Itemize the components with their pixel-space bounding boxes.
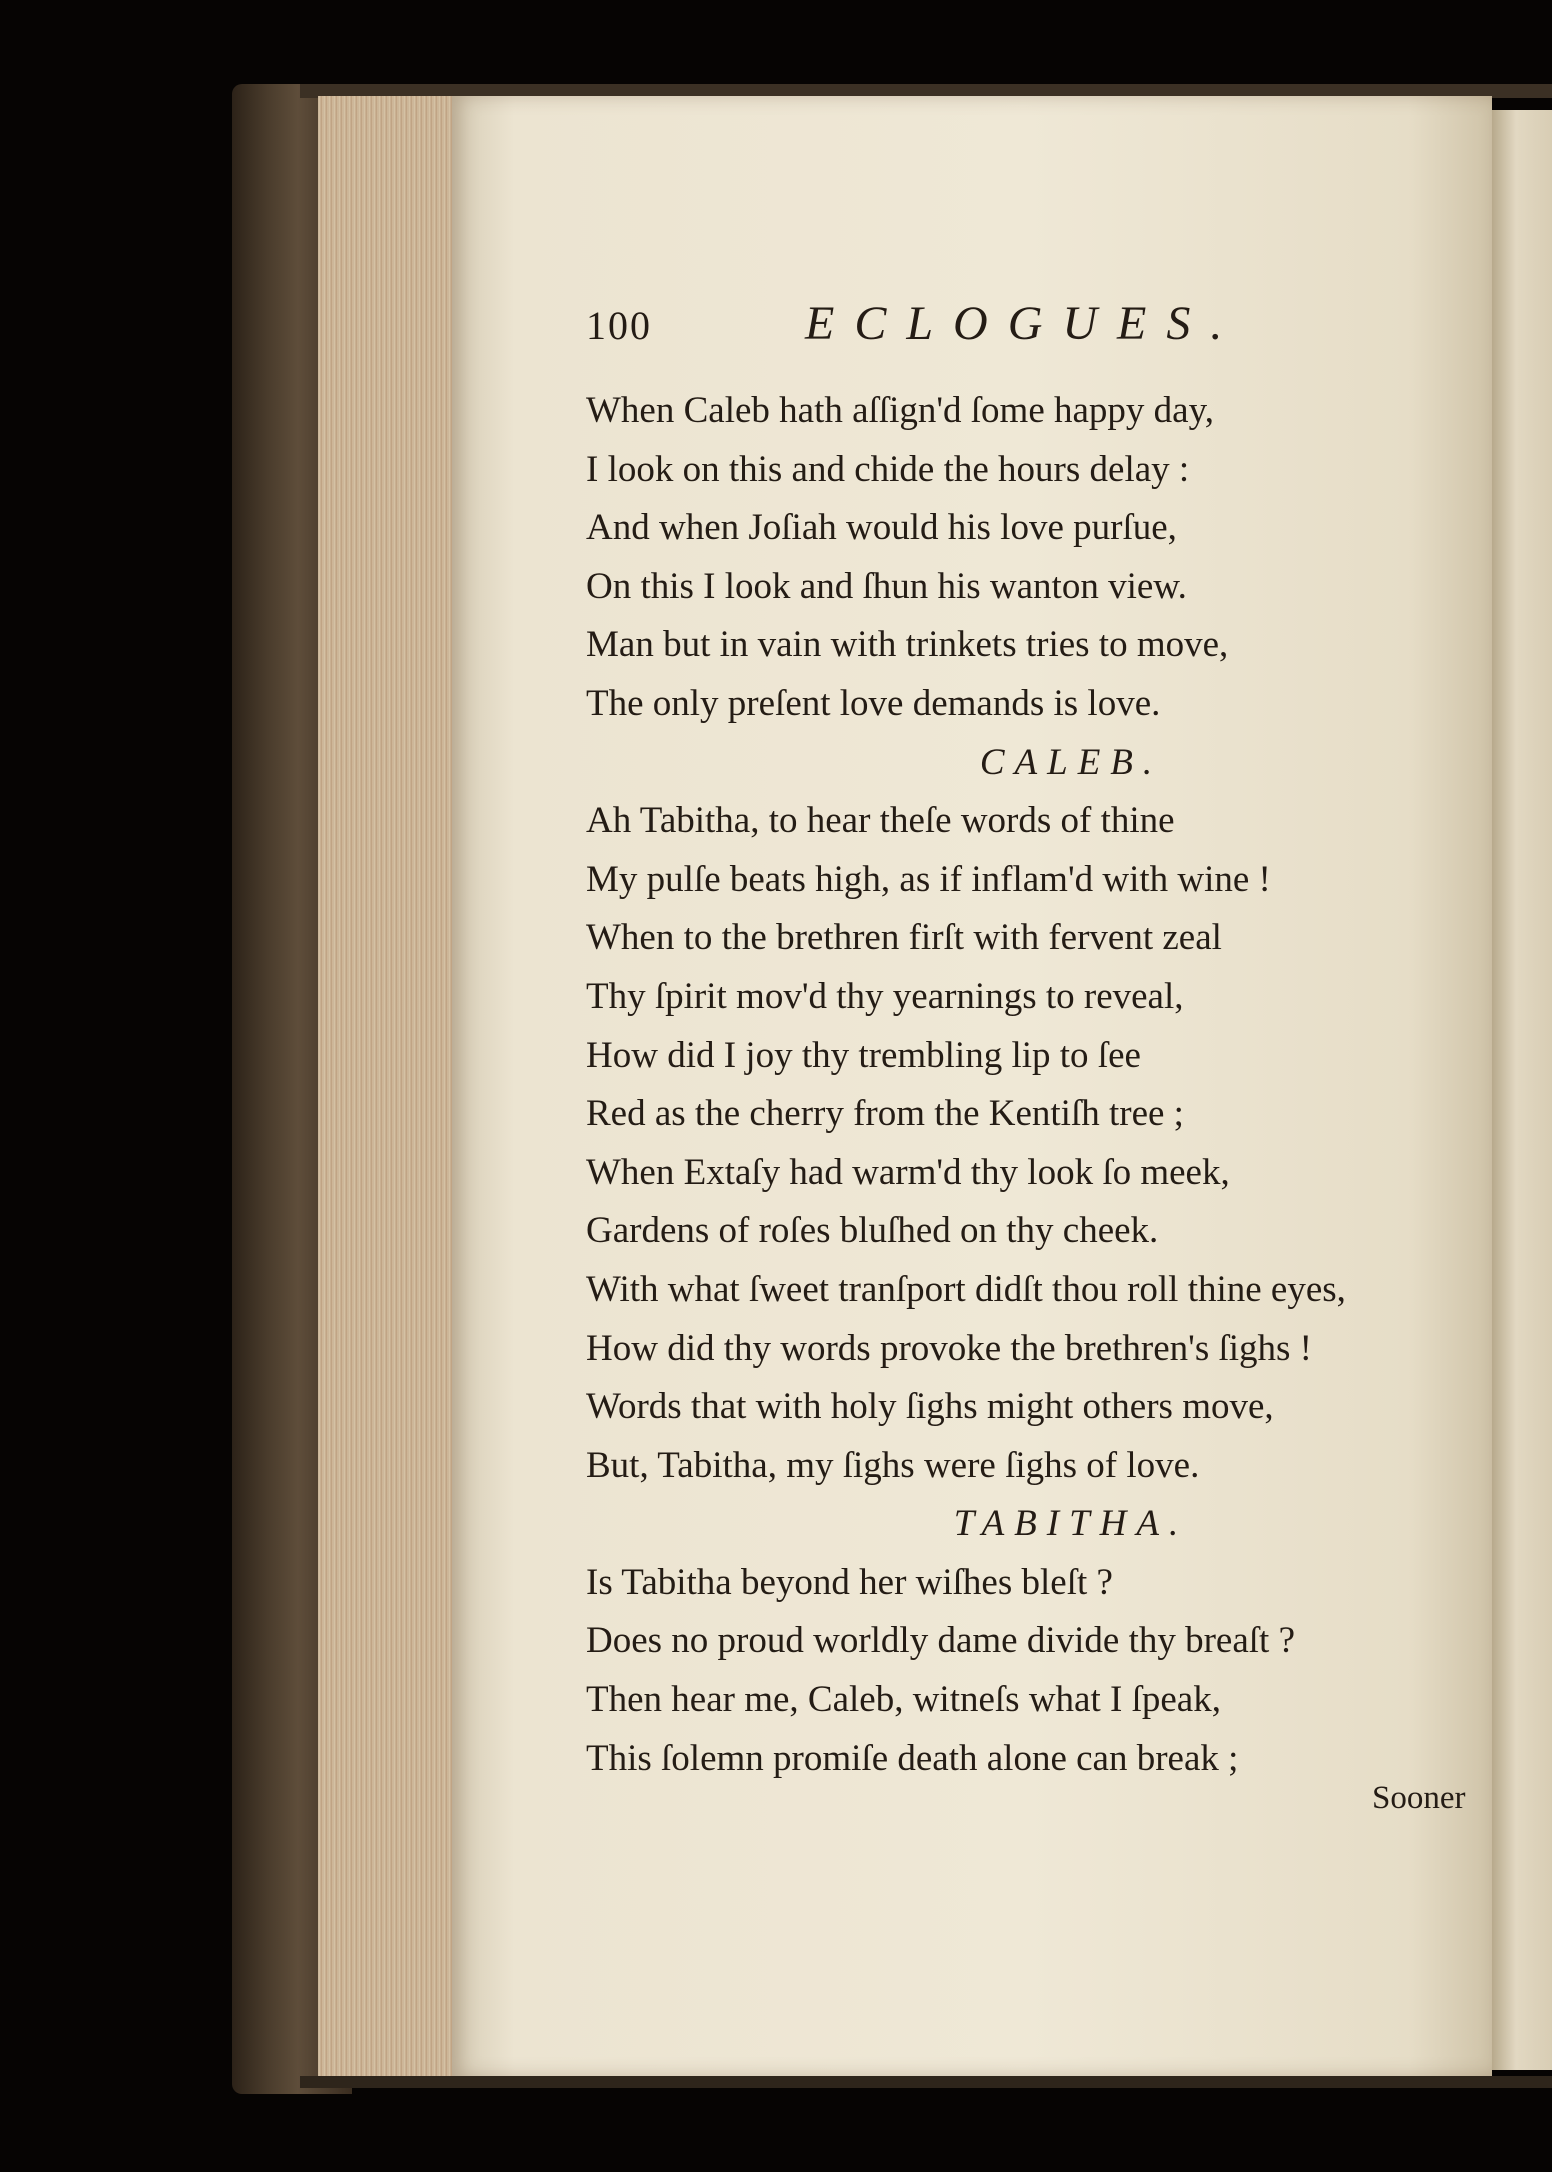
poem-line: And when Joſiah would his love purſue, [586,507,1177,549]
running-title: ECLOGUES. [805,297,1243,350]
poem-line: How did I joy thy trembling lip to ſee [586,1034,1141,1076]
poem-line: This ſolemn promiſe death alone can break ; [586,1737,1239,1779]
poem-line: Gardens of roſes bluſhed on thy cheek. [586,1210,1159,1252]
poem-line: When Extaſy had warm'd thy look ſo meek, [586,1151,1230,1193]
poem-line: Then hear me, Caleb, witneſs what I ſpeak, [586,1679,1221,1721]
poem-line: Is Tabitha beyond her wiſhes bleſt ? [586,1561,1113,1603]
book-bottom-edge [300,2076,1552,2088]
poem-line: When to the brethren firſt with fervent zeal [586,917,1222,959]
poem-line: Does no proud worldly dame divide thy breaſt ? [586,1620,1295,1662]
catchword: Sooner [1372,1780,1466,1816]
poem-line: Man but in vain with trinkets tries to move, [586,624,1229,666]
speaker-heading: TABITHA. [953,1503,1189,1545]
page-block-edges [318,96,460,2076]
poem-line: On this I look and ſhun his wanton view. [586,565,1187,607]
page-number: 100 [586,303,652,348]
poem-line: How did thy words provoke the brethren's ſighs ! [586,1327,1312,1369]
poem-line: With what ſweet tranſport didſt thou roll thine eyes, [586,1268,1346,1310]
poem-text [586,382,1466,1788]
poem-line: When Caleb hath aſſign'd ſome happy day, [586,390,1214,431]
poem-line: Ah Tabitha, to hear theſe words of thine [586,800,1175,842]
poem-line: The only preſent love demands is love. [586,682,1161,724]
facing-page-edge [1492,110,1552,2070]
poem-line: But, Tabitha, my ſighs were ſighs of love. [586,1444,1200,1486]
poem-line: My pulſe beats high, as if inflam'd with wine ! [586,858,1271,900]
poem-line: Words that with holy ſighs might others move, [586,1386,1274,1428]
poem-line: I look on this and chide the hours delay : [586,448,1190,490]
poem-line: Thy ſpirit mov'd thy yearnings to reveal, [586,975,1184,1017]
poem-line: Red as the cherry from the Kentiſh tree ; [586,1093,1184,1135]
speaker-heading: CALEB. [979,741,1163,783]
